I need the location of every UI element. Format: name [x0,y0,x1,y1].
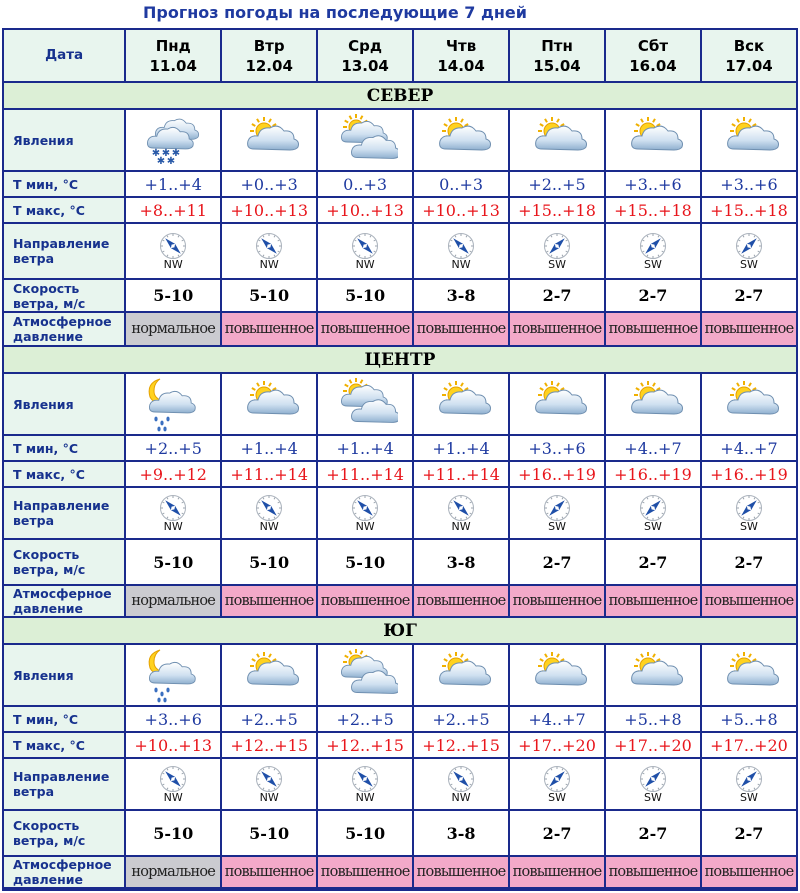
tmin-row [4,172,796,196]
tmax-row [4,733,796,757]
pressure-label-text: Атмосферное [13,586,112,601]
wind-direction-cell [414,224,508,278]
compass-icon [318,494,412,522]
wind-direction-value: NW [451,519,471,533]
wind-direction-row [4,224,796,278]
compass-icon [606,232,700,260]
pressure-label [4,313,124,345]
wind-direction-row [4,759,796,809]
sun-clouds-icon [318,374,412,434]
region-name: СЕВЕР [366,85,434,106]
day-header [414,30,508,81]
tmin-value: 0..+3 [414,172,508,196]
wind-direction-value: SW [548,519,566,533]
wind-speed-label-text: ветра, м/с [13,833,86,848]
tmin-label-text: Т мин, °С [13,440,79,456]
pressure-value: повышенное [318,313,412,345]
pressure-label-text: Атмосферное [13,857,112,872]
page-title: Прогноз погоды на последующие 7 дней [143,3,527,22]
day-date: 12.04 [245,56,293,75]
wind-direction-cell [222,224,316,278]
day-header [510,30,604,81]
tmax-value: +11..+14 [222,462,316,486]
wind-direction-label-text: ветра [13,251,55,266]
wind-direction-label [4,224,124,278]
pressure-value: нормальное [126,857,220,887]
day-name: Птн [541,36,573,55]
phenomena-row [4,374,796,434]
tmax-value: +16..+19 [510,462,604,486]
wind-speed-value: 2-7 [702,540,796,584]
tmin-value: +4..+7 [510,707,604,731]
tmin-value: +2..+5 [510,172,604,196]
tmin-value: +3..+6 [606,172,700,196]
wind-speed-label-text: Скорость [13,280,80,296]
wind-speed-value: 2-7 [510,280,604,311]
pressure-value: повышенное [222,857,316,887]
wind-speed-value: 2-7 [606,811,700,855]
wind-direction-value: SW [644,519,662,533]
tmin-value: +3..+6 [510,436,604,460]
wind-direction-cell [126,759,220,809]
wind-direction-value: SW [644,257,662,271]
wind-speed-value: 5-10 [222,280,316,311]
wind-direction-value: NW [259,790,279,804]
wind-speed-value: 5-10 [126,811,220,855]
wind-direction-cell [318,759,412,809]
pressure-row [4,586,796,616]
svg-text:✱: ✱ [162,148,171,159]
wind-direction-label-text: Направление [13,498,110,513]
tmax-value: +8..+11 [126,198,220,222]
tmax-value: +10..+13 [126,733,220,757]
tmax-value: +17..+20 [702,733,796,757]
sun-clouds-icon [318,110,412,170]
wind-direction-label-text: Направление [13,769,110,784]
tmax-value: +12..+15 [318,733,412,757]
tmax-value: +15..+18 [606,198,700,222]
day-header [126,30,220,81]
wind-speed-value: 3-8 [414,540,508,584]
pressure-value: повышенное [414,586,508,616]
svg-text:✱: ✱ [152,148,161,159]
day-header [606,30,700,81]
tmin-value: +5..+8 [606,707,700,731]
tmin-value: +4..+7 [606,436,700,460]
day-date: 13.04 [341,56,389,75]
wind-direction-value: NW [451,790,471,804]
wind-speed-row [4,811,796,855]
wind-speed-value: 5-10 [318,811,412,855]
wind-direction-cell [702,224,796,278]
region-name: ЦЕНТР [364,349,436,370]
wind-speed-value: 2-7 [510,540,604,584]
wind-speed-value: 2-7 [702,811,796,855]
tmin-row [4,707,796,731]
wind-direction-label-text: ветра [13,784,55,799]
date-header-label: Дата [45,47,84,63]
tmax-row [4,198,796,222]
compass-icon [318,765,412,793]
tmin-value: +4..+7 [702,436,796,460]
pressure-label-text: давление [13,872,83,887]
wind-speed-value: 3-8 [414,811,508,855]
wind-speed-label [4,280,124,311]
wind-speed-value: 5-10 [318,540,412,584]
wind-direction-value: NW [163,257,183,271]
region-header [4,347,796,372]
wind-direction-value: NW [451,257,471,271]
wind-direction-cell [702,488,796,538]
wind-speed-value: 2-7 [606,280,700,311]
compass-icon [126,765,220,793]
day-header [318,30,412,81]
day-name: Сбт [637,36,669,55]
wind-speed-value: 5-10 [126,280,220,311]
wind-direction-value: NW [259,257,279,271]
pressure-value: повышенное [414,857,508,887]
tmax-value: +10..+13 [222,198,316,222]
pressure-value: повышенное [414,313,508,345]
sun-cloud-icon [606,110,700,170]
day-date: 11.04 [149,56,197,75]
wind-direction-cell [126,224,220,278]
pressure-value: нормальное [126,313,220,345]
sun-cloud-icon [222,110,316,170]
tmax-value: +10..+13 [414,198,508,222]
wind-speed-value: 2-7 [606,540,700,584]
tmax-label-text: Т макс, °С [13,202,85,218]
tmin-label-text: Т мин, °С [13,711,79,727]
day-name: Втр [253,36,285,55]
sun-cloud-icon [414,645,508,705]
pressure-value: повышенное [702,857,796,887]
wind-speed-label [4,540,124,584]
sun-cloud-icon [606,374,700,434]
tmin-label [4,436,124,460]
tmax-value: +11..+14 [414,462,508,486]
day-name: Вск [733,36,765,55]
wind-direction-value: NW [355,790,375,804]
header-row [4,30,796,81]
region-row [4,83,796,108]
compass-icon [702,765,796,793]
region-name: ЮГ [383,620,417,641]
pressure-row [4,313,796,345]
region-header [4,618,796,643]
pressure-value: повышенное [510,857,604,887]
forecast-table [2,28,798,889]
pressure-value: нормальное [126,586,220,616]
tmax-row [4,462,796,486]
tmin-value: +2..+5 [318,707,412,731]
tmin-value: +5..+8 [702,707,796,731]
sun-cloud-icon [222,374,316,434]
forecast-table-frame [2,28,798,891]
tmax-label-text: Т макс, °С [13,466,85,482]
sun-cloud-icon [702,110,796,170]
pressure-value: повышенное [606,857,700,887]
tmin-label [4,172,124,196]
day-date: 17.04 [725,56,773,75]
tmax-value: +11..+14 [318,462,412,486]
tmax-value: +15..+18 [702,198,796,222]
tmax-value: +16..+19 [702,462,796,486]
day-name: Срд [348,36,383,55]
tmin-label-text: Т мин, °С [13,176,79,192]
tmin-value: +2..+5 [126,436,220,460]
tmin-value: +0..+3 [222,172,316,196]
wind-direction-row [4,488,796,538]
wind-speed-label-text: Скорость [13,547,80,562]
phenomena-label [4,645,124,705]
wind-speed-row [4,280,796,311]
wind-direction-value: SW [548,790,566,804]
tmin-value: +3..+6 [126,707,220,731]
wind-direction-cell [702,759,796,809]
pressure-value: повышенное [702,586,796,616]
wind-direction-cell [414,759,508,809]
compass-icon [318,232,412,260]
tmax-label-text: Т макс, °С [13,737,85,753]
compass-icon [510,232,604,260]
wind-direction-label [4,488,124,538]
pressure-value: повышенное [510,313,604,345]
compass-icon [510,494,604,522]
pressure-label-text: давление [13,329,83,344]
wind-speed-label [4,811,124,855]
tmax-value: +12..+15 [222,733,316,757]
wind-direction-cell [414,488,508,538]
svg-text:✱: ✱ [157,156,166,167]
sun-cloud-icon [702,645,796,705]
compass-icon [606,765,700,793]
day-date: 16.04 [629,56,677,75]
tmax-value: +9..+12 [126,462,220,486]
wind-direction-value: SW [740,519,758,533]
sun-cloud-icon [414,110,508,170]
wind-speed-value: 5-10 [318,280,412,311]
wind-speed-value: 5-10 [222,811,316,855]
wind-direction-value: NW [163,519,183,533]
day-date: 15.04 [533,56,581,75]
tmax-value: +16..+19 [606,462,700,486]
pressure-value: повышенное [318,586,412,616]
wind-direction-label-text: Направление [13,236,110,251]
wind-speed-value: 5-10 [222,540,316,584]
compass-icon [414,765,508,793]
tmax-value: +17..+20 [606,733,700,757]
day-name: Пнд [155,36,191,55]
wind-direction-cell [318,224,412,278]
wind-direction-cell [510,759,604,809]
phenomena-row [4,645,796,705]
cloud-snow-icon [126,110,220,170]
day-header [702,30,796,81]
tmin-value: +2..+5 [222,707,316,731]
wind-direction-cell [606,224,700,278]
wind-direction-cell [510,488,604,538]
wind-direction-value: SW [548,257,566,271]
pressure-label-text: Атмосферное [13,314,112,329]
sun-cloud-icon [606,645,700,705]
wind-direction-value: SW [740,790,758,804]
tmax-value: +12..+15 [414,733,508,757]
pressure-value: повышенное [222,586,316,616]
phenomena-label-text: Явления [13,396,74,412]
pressure-label-text: давление [13,601,83,616]
wind-direction-value: NW [355,519,375,533]
compass-icon [414,494,508,522]
wind-direction-cell [126,488,220,538]
wind-direction-value: NW [259,519,279,533]
compass-icon [702,494,796,522]
pressure-value: повышенное [318,857,412,887]
tmax-value: +17..+20 [510,733,604,757]
sun-clouds-icon [318,645,412,705]
day-date: 14.04 [437,56,485,75]
region-row [4,347,796,372]
sun-cloud-icon [510,645,604,705]
region-header [4,83,796,108]
tmax-value: +10..+13 [318,198,412,222]
svg-text:✱: ✱ [167,156,176,167]
compass-icon [222,494,316,522]
moon-rain-icon [126,645,220,705]
pressure-value: повышенное [222,313,316,345]
compass-icon [414,232,508,260]
wind-direction-label-text: ветра [13,513,55,528]
region-row [4,618,796,643]
pressure-label [4,857,124,887]
compass-icon [510,765,604,793]
wind-direction-label [4,759,124,809]
pressure-label [4,586,124,616]
compass-icon [126,232,220,260]
wind-direction-value: SW [740,257,758,271]
sun-cloud-icon [510,374,604,434]
tmin-value: +3..+6 [702,172,796,196]
wind-direction-cell [606,759,700,809]
tmin-value: +1..+4 [318,436,412,460]
compass-icon [702,232,796,260]
wind-speed-row [4,540,796,584]
sun-cloud-icon [510,110,604,170]
sun-cloud-icon [414,374,508,434]
wind-direction-value: NW [355,257,375,271]
pressure-value: повышенное [510,586,604,616]
tmin-value: +1..+4 [222,436,316,460]
wind-speed-label-text: Скорость [13,818,80,833]
pressure-value: повышенное [702,313,796,345]
wind-speed-value: 3-8 [414,280,508,311]
day-header [222,30,316,81]
phenomena-label [4,110,124,170]
wind-speed-label-text: ветра, м/с [13,562,86,577]
tmin-value: +2..+5 [414,707,508,731]
pressure-value: повышенное [606,313,700,345]
wind-direction-cell [318,488,412,538]
phenomena-row [4,110,796,170]
wind-direction-cell [606,488,700,538]
tmin-value: +1..+4 [414,436,508,460]
tmin-value: +1..+4 [126,172,220,196]
wind-speed-label-text: ветра, м/с [13,295,86,311]
tmax-label [4,733,124,757]
tmin-value: 0..+3 [318,172,412,196]
wind-speed-value: 5-10 [126,540,220,584]
wind-direction-value: NW [163,790,183,804]
phenomena-label-text: Явления [13,132,74,148]
wind-direction-cell [510,224,604,278]
wind-direction-value: SW [644,790,662,804]
pressure-value: повышенное [606,586,700,616]
wind-direction-cell [222,488,316,538]
compass-icon [126,494,220,522]
wind-speed-value: 2-7 [510,811,604,855]
svg-text:✱: ✱ [172,148,181,159]
compass-icon [606,494,700,522]
moon-rain-icon [126,374,220,434]
sun-cloud-icon [222,645,316,705]
day-name: Чтв [445,36,477,55]
sun-cloud-icon [702,374,796,434]
wind-direction-cell [222,759,316,809]
tmin-label [4,707,124,731]
tmax-value: +15..+18 [510,198,604,222]
tmax-label [4,198,124,222]
phenomena-label [4,374,124,434]
tmax-label [4,462,124,486]
pressure-row [4,857,796,887]
tmin-row [4,436,796,460]
wind-speed-value: 2-7 [702,280,796,311]
compass-icon [222,765,316,793]
date-header [4,30,124,81]
phenomena-label-text: Явления [13,667,74,683]
compass-icon [222,232,316,260]
